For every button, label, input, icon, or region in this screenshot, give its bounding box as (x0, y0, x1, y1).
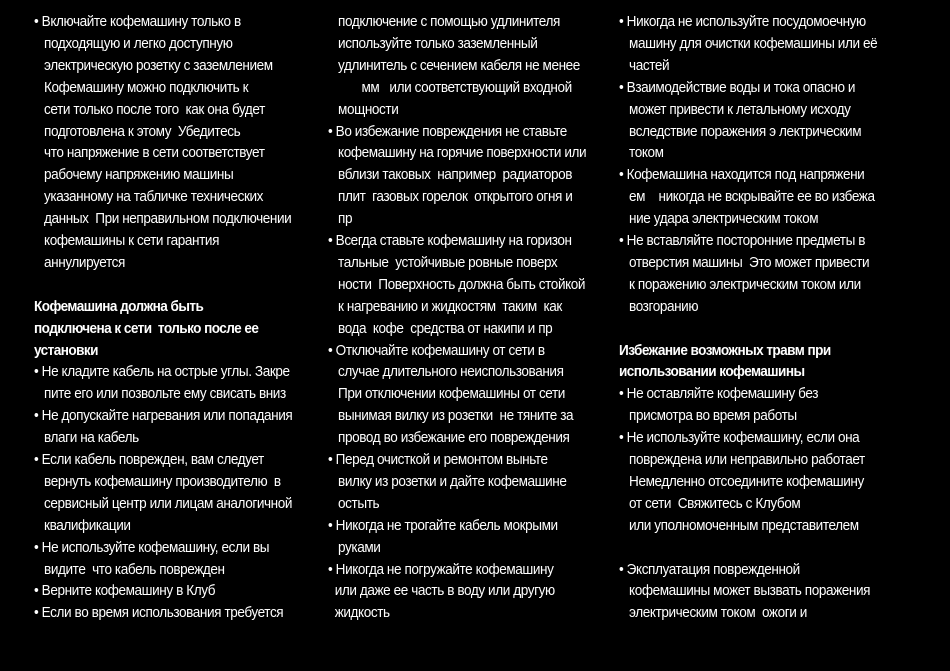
paragraph-line: • Не вставляйте посторонние предметы в (619, 233, 866, 249)
text-column-right (619, 0, 919, 671)
paragraph-line: ем никогда не вскрывайте ее во избежа (619, 189, 875, 206)
paragraph-line: данных При неправильном подключении (34, 211, 292, 228)
paragraph-line: подключение с помощью удлинителя (328, 14, 560, 30)
section-heading-line: Избежание возможных травм при (619, 342, 831, 359)
paragraph-line: • Взаимодействие воды и тока опасно и (619, 79, 856, 96)
paragraph-line: кофемашины может вызвать поражения (619, 583, 871, 600)
paragraph-line: вынимая вилку из розетки не тяните за (328, 408, 574, 425)
paragraph-line: кофемашину на горячие поверхности или (328, 145, 587, 162)
paragraph-line: рабочему напряжению машины (34, 167, 234, 184)
paragraph-line: ности Поверхность должна быть стойкой (328, 276, 586, 293)
paragraph-line: используйте только заземленный (328, 35, 538, 52)
paragraph-line: • Во избежание повреждения не ставьте (328, 123, 567, 140)
paragraph-line: указанному на табличке технических (34, 189, 264, 206)
paragraph-line: подготовлена к этому Убедитесь (34, 123, 241, 140)
paragraph-line: сети только после того как она будет (34, 101, 265, 118)
paragraph-line: отверстия машины Это может привести (619, 254, 870, 271)
paragraph-line: вилку из розетки и дайте кофемашине (328, 473, 567, 490)
paragraph-line: • Не используйте кофемашину, если вы (34, 539, 270, 556)
paragraph-line: подходящую и легко доступную (34, 35, 233, 52)
paragraph-line: вода кофе средства от накипи и пр (328, 320, 553, 337)
paragraph-line: • Не допускайте нагревания или попадания (34, 408, 293, 425)
paragraph-line: • Включайте кофемашину только в (34, 14, 241, 30)
paragraph-line: • Если кабель поврежден, вам следует (34, 452, 264, 468)
paragraph-line: электрическую розетку с заземлением (34, 57, 273, 74)
paragraph-line: электрическим током ожоги и (619, 605, 807, 622)
paragraph-line: При отключении кофемашины от сети (328, 386, 565, 403)
paragraph-line: влаги на кабель (34, 430, 139, 447)
paragraph-line: • Не кладите кабель на острые углы. Закре (34, 364, 290, 381)
paragraph-line: аннулируется (34, 254, 125, 271)
paragraph-line: • Кофемашина находится под напряжени (619, 167, 865, 184)
text-column-left (34, 0, 324, 671)
paragraph-line: ние удара электрическим током (619, 211, 819, 228)
section-heading-line: использовании кофемашины (619, 364, 805, 381)
text-column-middle (328, 0, 613, 671)
paragraph-line: провод во избежание его повреждения (328, 430, 570, 447)
paragraph-line: жидкость (328, 605, 390, 622)
paragraph-line: • Никогда не используйте посудомоечную (619, 14, 866, 30)
paragraph-line: или уполномоченным представителем (619, 517, 859, 534)
paragraph-line: током (619, 145, 664, 162)
paragraph-line: • Всегда ставьте кофемашину на горизон (328, 233, 572, 249)
paragraph-line: остыть (328, 495, 380, 512)
section-heading-line: установки (34, 342, 98, 359)
paragraph-line: Кофемашину можно подключить к (34, 79, 249, 96)
paragraph-line: или даже ее часть в воду или другую (328, 583, 555, 600)
paragraph-line: • Если во время использования требуется (34, 605, 284, 622)
paragraph-line: тальные устойчивые ровные поверх (328, 254, 558, 271)
paragraph-line: частей (619, 57, 670, 74)
paragraph-line: к нагреванию и жидкостям таким как (328, 298, 562, 315)
paragraph-line: • Не используйте кофемашину, если она (619, 430, 860, 447)
paragraph-line: к поражению электрическим током или (619, 276, 861, 293)
paragraph-line: вследствие поражения э лектрическим (619, 123, 862, 140)
paragraph-line: от сети Свяжитесь с Клубом (619, 495, 801, 512)
paragraph-line: присмотра во время работы (619, 408, 797, 425)
paragraph-line: • Никогда не трогайте кабель мокрыми (328, 517, 558, 534)
paragraph-line: вблизи таковых например радиаторов (328, 167, 573, 184)
paragraph-line: случае длительного неиспользования (328, 364, 564, 381)
paragraph-line: руками (328, 539, 381, 556)
paragraph-line: удлинитель с сечением кабеля не менее (328, 57, 580, 74)
paragraph-line: пр (328, 211, 353, 228)
paragraph-line: пите его или позвольте ему свисать вниз (34, 386, 286, 403)
paragraph-line: кофемашины к сети гарантия (34, 233, 220, 249)
paragraph-line: может привести к летальному исходу (619, 101, 851, 118)
paragraph-line: машину для очистки кофемашины или её (619, 35, 878, 52)
paragraph-line: квалификации (34, 517, 131, 534)
paragraph-line: плит газовых горелок открытого огня и (328, 189, 573, 206)
paragraph-line: • Отключайте кофемашину от сети в (328, 342, 545, 359)
paragraph-line: повреждена или неправильно работает (619, 452, 865, 468)
section-heading-line: подключена к сети только после ее (34, 320, 259, 337)
paragraph-line: возгоранию (619, 298, 699, 315)
paragraph-line: • Никогда не погружайте кофемашину (328, 561, 554, 578)
paragraph-line: сервисный центр или лицам аналогичной (34, 495, 293, 512)
paragraph-line: • Не оставляйте кофемашину без (619, 386, 819, 403)
paragraph-line: мощности (328, 101, 399, 118)
paragraph-line: вернуть кофемашину производителю в (34, 473, 281, 490)
section-heading-line: Кофемашина должна быть (34, 298, 204, 315)
paragraph-line: что напряжение в сети соответствует (34, 145, 265, 162)
paragraph-line: • Эксплуатация поврежденной (619, 561, 800, 578)
paragraph-line: мм или соответствующий входной (328, 79, 572, 96)
paragraph-line: Немедленно отсоедините кофемашину (619, 473, 864, 490)
paragraph-line: • Перед очисткой и ремонтом выньте (328, 452, 548, 468)
paragraph-line: видите что кабель поврежден (34, 561, 225, 578)
paragraph-line: • Верните кофемашину в Клуб (34, 583, 216, 600)
